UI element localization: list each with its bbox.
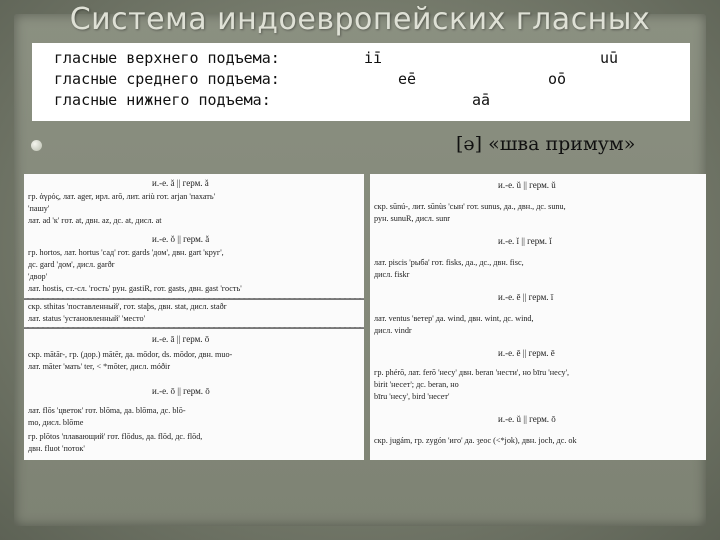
block-line: лат. hostis, ст.-сл. 'гость' рун. gastiR, гот. gasts, двн. gast 'гость'	[28, 284, 242, 293]
block-line: лат. piscis 'рыба' гот. fisks, да., дс., двн. fisc,	[374, 258, 524, 267]
block-line: двн. fluot 'поток'	[28, 444, 85, 453]
vowel-row-label-mid: гласные среднего подъема:	[54, 70, 280, 88]
block-line: скр. jugám, гр. zygón 'иго' да. ȝeoc (<*jok), двн. joch, дс. ok	[374, 436, 577, 445]
block-line: лат. flōs 'цветок' гот. blōma, да. blōma, дс. blō-	[28, 406, 186, 415]
vowel-row-label-high: гласные верхнего подъема:	[54, 49, 280, 67]
divider	[24, 298, 364, 300]
block-header: и.-е. ŭ || герм. ŭ	[498, 180, 556, 190]
block-line: рун. sunuR, дисл. sunr	[374, 214, 451, 223]
vowel-symbol-central-low: aā	[472, 91, 491, 109]
block-line: birit 'несет'; дс. beran, но	[374, 380, 459, 389]
block-line: bīru 'несу', bird 'несет'	[374, 392, 450, 401]
block-header: и.-е. ĭ || герм. ĭ	[498, 236, 552, 246]
block-line: гр. hortos, лат. hortus 'сад' гот. gards 'дом', двн. gart 'круг',	[28, 248, 224, 257]
block-header: и.-е. ē || герм. ē	[498, 348, 555, 358]
block-line: скр. mātār-, гр. (дор.) mātēr, да. mōdor, ds. mōdor, двн. muo-	[28, 350, 233, 359]
divider	[24, 327, 364, 329]
block-header: и.-е. ā || герм. ō	[152, 334, 210, 344]
block-line: лат. status 'установленный' 'место'	[28, 314, 146, 323]
block-header: и.-е. ă || герм. ă	[152, 178, 209, 188]
block-line: дс. gard 'дом', дисл. garðr	[28, 260, 115, 269]
block-header: и.-е. ē || герм. ī	[498, 292, 554, 302]
slide-title: Система индоевропейских гласных	[69, 2, 651, 37]
block-line: лат. ventus 'ветер' да. wind, двн. wint, дс. wind,	[374, 314, 534, 323]
block-header: и.-е. ō || герм. ō	[152, 386, 210, 396]
schwa-primum-label: [ə] «шва примум»	[456, 133, 636, 155]
block-line: mo, дисл. blōme	[28, 418, 84, 427]
block-line: дисл. fiskr	[374, 270, 410, 279]
vowel-symbol-back-high: uū	[600, 49, 619, 67]
block-line: скр. sthitas 'поставленный', гот. staþs, двн. stat, дисл. staðr	[28, 302, 227, 311]
block-line: лат. māter 'мать' ter, < *mōter, дисл. móðir	[28, 362, 171, 371]
block-line: скр. sūnú-, лит. sūnùs 'сын' гот. sunus, да., двн., дс. sunu,	[374, 202, 566, 211]
block-line: гр. plōtos 'плавающий' гот. flōdus, да. flōd, дс. flōd,	[28, 432, 203, 441]
block-line: 'пашу'	[28, 204, 50, 213]
vowel-symbol-back-mid: oō	[548, 70, 567, 88]
vowel-row-label-low: гласные нижнего подъема:	[54, 91, 271, 109]
right-excerpt-panel	[370, 174, 706, 460]
block-line: лат. ad 'к' гот. at, двн. az, дс. at, дисл. at	[28, 216, 162, 225]
block-line: 'двор'	[28, 272, 48, 281]
block-line: гр. ἀγρός, лат. ager, ирл. arō, лит. ariù гот. arjan 'пахать'	[28, 192, 216, 201]
block-header: и.-е. ŭ || герм. ō	[498, 414, 556, 424]
block-header: и.-е. ŏ || герм. ă	[152, 234, 210, 244]
vowel-symbol-front-mid: eē	[398, 70, 417, 88]
vowel-system-table	[32, 43, 690, 121]
left-excerpt-panel	[24, 174, 364, 460]
block-line: гр. phérō, лат. ferō 'несу' двн. beran 'нести', но bīru 'несу',	[374, 368, 570, 377]
block-line: дисл. vindr	[374, 326, 412, 335]
bullet-icon	[31, 140, 42, 151]
vowel-symbol-front-high: iī	[364, 49, 383, 67]
